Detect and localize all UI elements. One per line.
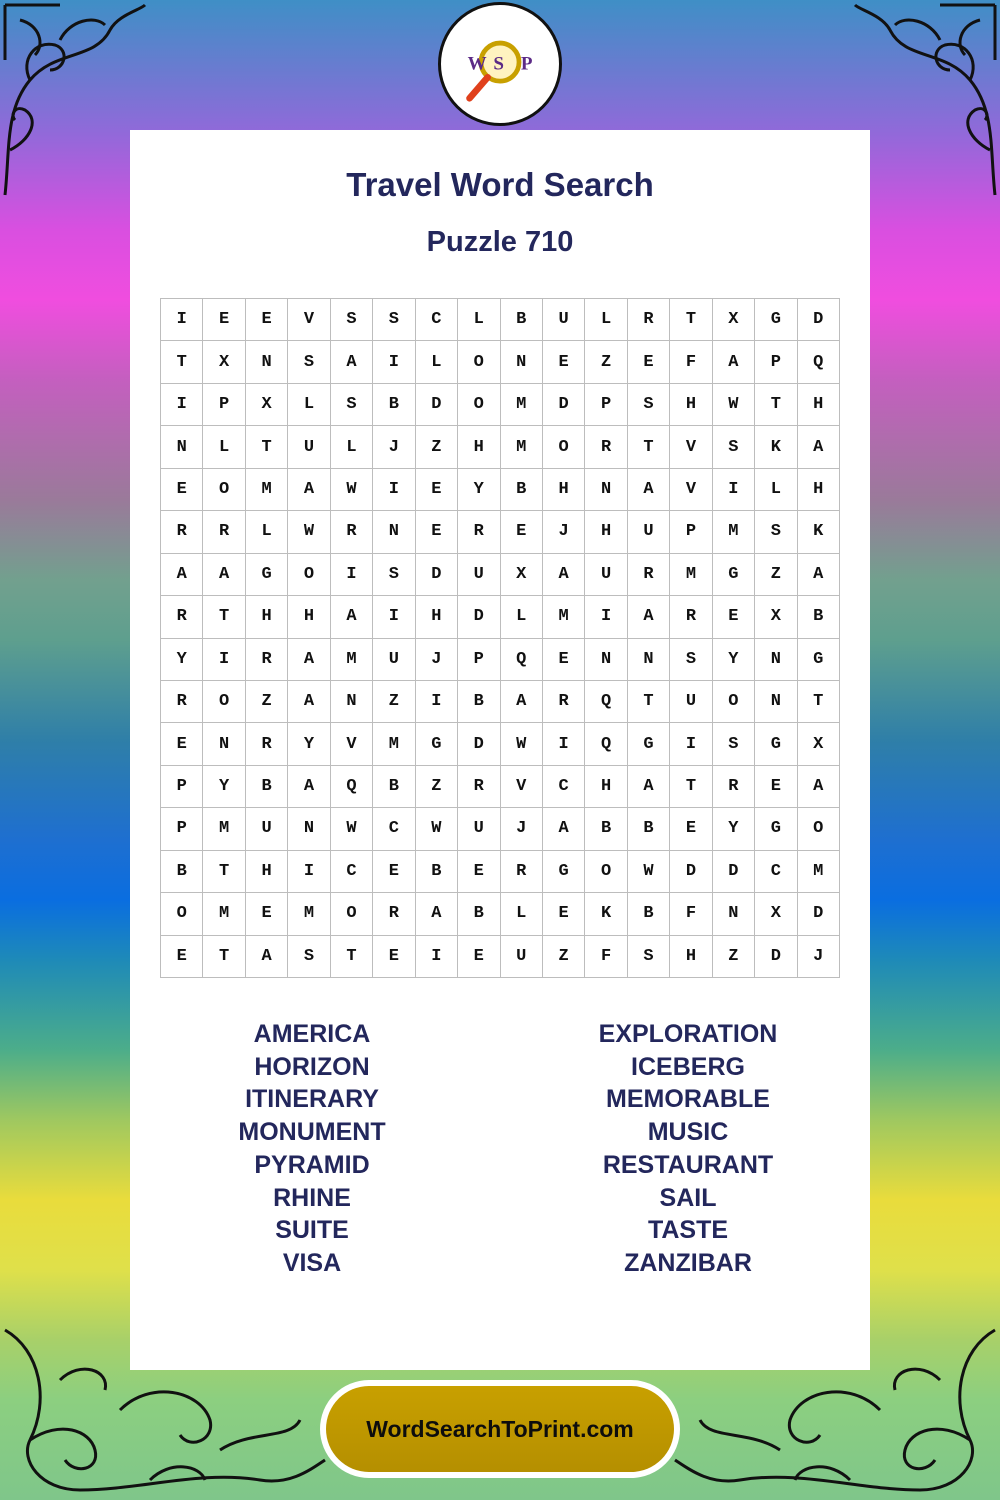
grid-cell[interactable]: D (670, 851, 712, 893)
ornament-bottom-right (670, 1320, 1000, 1500)
grid-cell[interactable]: A (543, 808, 585, 850)
grid-cell[interactable]: I (203, 639, 245, 681)
grid-cell[interactable]: H (543, 469, 585, 511)
grid-cell[interactable]: E (755, 766, 797, 808)
grid-cell[interactable]: R (331, 511, 373, 553)
grid-cell[interactable]: S (670, 639, 712, 681)
grid-cell[interactable]: E (246, 299, 288, 341)
grid-cell[interactable]: Z (713, 936, 755, 978)
grid-cell[interactable]: U (501, 936, 543, 978)
word-list-item: RHINE (273, 1183, 351, 1212)
word-list-item: RESTAURANT (602, 1150, 774, 1179)
grid-cell[interactable]: D (798, 893, 840, 935)
puzzle-number: Puzzle 710 (426, 226, 574, 258)
grid-cell[interactable]: U (585, 554, 627, 596)
grid-cell[interactable]: P (585, 384, 627, 426)
grid-cell[interactable]: A (713, 341, 755, 383)
grid-cell[interactable]: P (161, 808, 203, 850)
grid-cell[interactable]: A (628, 469, 670, 511)
grid-cell[interactable]: J (501, 808, 543, 850)
puzzle-card (130, 130, 870, 1370)
grid-cell[interactable]: S (628, 936, 670, 978)
word-list-item: SAIL (659, 1183, 717, 1212)
grid-cell[interactable]: U (373, 639, 415, 681)
grid-cell[interactable]: H (458, 426, 500, 468)
grid-cell[interactable]: M (543, 596, 585, 638)
grid-cell[interactable]: H (416, 596, 458, 638)
grid-cell[interactable]: Q (585, 723, 627, 765)
grid-cell[interactable]: H (246, 596, 288, 638)
grid-cell[interactable]: Q (585, 681, 627, 723)
grid-cell[interactable]: S (288, 936, 330, 978)
grid-cell[interactable]: S (373, 299, 415, 341)
grid-cell[interactable]: I (585, 596, 627, 638)
grid-cell[interactable]: O (458, 384, 500, 426)
grid-cell[interactable]: V (501, 766, 543, 808)
grid-cell[interactable]: C (373, 808, 415, 850)
letter-grid (160, 298, 840, 978)
grid-cell[interactable]: A (288, 766, 330, 808)
grid-cell[interactable]: S (373, 554, 415, 596)
grid-cell[interactable]: Y (713, 808, 755, 850)
grid-cell[interactable]: R (501, 851, 543, 893)
grid-cell[interactable]: I (543, 723, 585, 765)
word-list-item: SUITE (275, 1216, 349, 1245)
grid-cell[interactable]: O (585, 851, 627, 893)
grid-cell[interactable]: E (670, 808, 712, 850)
grid-cell[interactable]: Q (331, 766, 373, 808)
grid-cell[interactable]: A (628, 766, 670, 808)
grid-cell[interactable]: F (585, 936, 627, 978)
grid-cell[interactable]: S (331, 299, 373, 341)
grid-cell[interactable]: C (755, 851, 797, 893)
grid-cell[interactable]: B (458, 681, 500, 723)
grid-cell[interactable]: J (543, 511, 585, 553)
grid-cell[interactable]: H (585, 766, 627, 808)
word-list-item: MEMORABLE (606, 1085, 770, 1114)
grid-cell[interactable]: I (416, 681, 458, 723)
grid-cell[interactable]: U (246, 808, 288, 850)
grid-cell[interactable]: B (585, 808, 627, 850)
grid-cell[interactable]: V (331, 723, 373, 765)
grid-cell[interactable]: R (628, 554, 670, 596)
grid-cell[interactable]: N (203, 723, 245, 765)
grid-cell[interactable]: U (458, 554, 500, 596)
grid-cell[interactable]: X (501, 554, 543, 596)
grid-cell[interactable]: B (798, 596, 840, 638)
grid-cell[interactable]: D (458, 723, 500, 765)
footer-site-label: WordSearchToPrint.com (326, 1386, 674, 1472)
grid-cell[interactable]: A (203, 554, 245, 596)
grid-cell[interactable]: B (628, 893, 670, 935)
grid-cell[interactable]: Z (373, 681, 415, 723)
grid-cell[interactable]: G (798, 639, 840, 681)
grid-cell[interactable]: G (628, 723, 670, 765)
word-list-item: HORIZON (254, 1052, 370, 1081)
grid-cell[interactable]: I (670, 723, 712, 765)
logo-badge[interactable] (438, 2, 562, 126)
word-list-item: AMERICA (253, 1020, 371, 1048)
grid-cell[interactable]: A (288, 639, 330, 681)
grid-cell[interactable]: X (798, 723, 840, 765)
grid-cell[interactable]: V (288, 299, 330, 341)
grid-cell[interactable]: W (628, 851, 670, 893)
grid-cell[interactable]: E (203, 299, 245, 341)
grid-cell[interactable]: E (713, 596, 755, 638)
grid-cell[interactable]: Z (416, 766, 458, 808)
logo-letter-w: W (467, 53, 487, 75)
word-list-item: TASTE (647, 1216, 729, 1245)
grid-cell[interactable]: R (161, 511, 203, 553)
grid-cell[interactable]: B (161, 851, 203, 893)
grid-cell[interactable]: O (331, 893, 373, 935)
grid-cell[interactable]: T (755, 384, 797, 426)
grid-cell[interactable]: R (543, 681, 585, 723)
grid-cell[interactable]: L (288, 384, 330, 426)
grid-cell[interactable]: A (798, 766, 840, 808)
grid-cell[interactable]: N (628, 639, 670, 681)
grid-cell[interactable]: P (755, 341, 797, 383)
grid-cell[interactable]: N (585, 639, 627, 681)
grid-cell[interactable]: B (416, 851, 458, 893)
grid-cell[interactable]: W (331, 808, 373, 850)
grid-cell[interactable]: M (203, 893, 245, 935)
grid-cell[interactable]: M (331, 639, 373, 681)
grid-cell[interactable]: A (798, 426, 840, 468)
grid-cell[interactable]: T (203, 936, 245, 978)
grid-cell[interactable]: L (585, 299, 627, 341)
grid-cell[interactable]: I (373, 341, 415, 383)
grid-cell[interactable]: A (416, 893, 458, 935)
grid-cell[interactable]: W (713, 384, 755, 426)
grid-cell[interactable]: M (288, 893, 330, 935)
word-list-item: MONUMENT (238, 1118, 386, 1147)
grid-cell[interactable]: T (628, 426, 670, 468)
grid-cell[interactable]: N (755, 639, 797, 681)
grid-cell[interactable]: G (543, 851, 585, 893)
grid-cell[interactable]: O (543, 426, 585, 468)
word-list-right (538, 1018, 838, 1280)
grid-cell[interactable]: T (203, 851, 245, 893)
grid-cell[interactable]: M (246, 469, 288, 511)
grid-cell[interactable]: Y (203, 766, 245, 808)
grid-cell[interactable]: V (670, 426, 712, 468)
grid-cell[interactable]: A (288, 681, 330, 723)
grid-cell[interactable]: J (373, 426, 415, 468)
grid-cell[interactable]: G (755, 299, 797, 341)
grid-cell[interactable]: D (416, 554, 458, 596)
grid-cell[interactable]: E (543, 893, 585, 935)
grid-cell[interactable]: R (585, 426, 627, 468)
grid-cell[interactable]: O (203, 681, 245, 723)
grid-cell[interactable]: B (246, 766, 288, 808)
grid-cell[interactable]: K (585, 893, 627, 935)
grid-cell[interactable]: P (670, 511, 712, 553)
grid-cell[interactable]: U (458, 808, 500, 850)
grid-cell[interactable]: R (161, 681, 203, 723)
grid-cell[interactable]: A (161, 554, 203, 596)
grid-cell[interactable]: I (416, 936, 458, 978)
grid-cell[interactable]: V (670, 469, 712, 511)
grid-cell[interactable]: N (288, 808, 330, 850)
grid-cell[interactable]: T (670, 766, 712, 808)
grid-cell[interactable]: S (755, 511, 797, 553)
grid-cell[interactable]: I (373, 596, 415, 638)
grid-cell[interactable]: D (543, 384, 585, 426)
grid-cell[interactable]: D (713, 851, 755, 893)
grid-cell[interactable]: J (416, 639, 458, 681)
grid-cell[interactable]: M (501, 384, 543, 426)
ornament-top-left (0, 0, 150, 200)
grid-cell[interactable]: Z (755, 554, 797, 596)
grid-cell[interactable]: K (755, 426, 797, 468)
grid-cell[interactable]: A (543, 554, 585, 596)
grid-cell[interactable]: H (798, 469, 840, 511)
grid-cell[interactable]: C (543, 766, 585, 808)
grid-cell[interactable]: E (373, 851, 415, 893)
grid-cell[interactable]: I (161, 384, 203, 426)
grid-cell[interactable]: E (458, 851, 500, 893)
grid-cell[interactable]: S (288, 341, 330, 383)
grid-cell[interactable]: T (628, 681, 670, 723)
grid-cell[interactable]: H (798, 384, 840, 426)
grid-cell[interactable]: U (543, 299, 585, 341)
grid-cell[interactable]: L (501, 596, 543, 638)
grid-cell[interactable]: E (373, 936, 415, 978)
grid-cell[interactable]: B (501, 299, 543, 341)
grid-cell[interactable]: S (713, 426, 755, 468)
grid-cell[interactable]: Y (288, 723, 330, 765)
grid-cell[interactable]: H (670, 936, 712, 978)
grid-cell[interactable]: B (501, 469, 543, 511)
grid-cell[interactable]: N (373, 511, 415, 553)
grid-cell[interactable]: Y (161, 639, 203, 681)
grid-cell[interactable]: R (458, 766, 500, 808)
grid-cell[interactable]: D (755, 936, 797, 978)
grid-cell[interactable]: W (331, 469, 373, 511)
grid-cell[interactable]: E (416, 511, 458, 553)
grid-cell[interactable]: O (161, 893, 203, 935)
grid-cell[interactable]: E (543, 341, 585, 383)
grid-cell[interactable]: A (331, 596, 373, 638)
word-list-item: VISA (282, 1248, 342, 1277)
grid-cell[interactable]: I (161, 299, 203, 341)
grid-cell[interactable]: N (246, 341, 288, 383)
grid-cell[interactable]: Z (246, 681, 288, 723)
grid-cell[interactable]: X (203, 341, 245, 383)
logo-letter-s: S (493, 53, 504, 75)
grid-cell[interactable]: M (373, 723, 415, 765)
grid-cell[interactable]: L (501, 893, 543, 935)
grid-cell[interactable]: X (755, 893, 797, 935)
grid-cell[interactable]: D (416, 384, 458, 426)
grid-cell[interactable]: M (501, 426, 543, 468)
grid-cell[interactable]: E (161, 936, 203, 978)
grid-cell[interactable]: E (161, 469, 203, 511)
grid-cell[interactable]: A (288, 469, 330, 511)
grid-cell[interactable]: M (798, 851, 840, 893)
grid-cell[interactable]: L (331, 426, 373, 468)
grid-cell[interactable]: T (161, 341, 203, 383)
grid-cell[interactable]: X (713, 299, 755, 341)
grid-cell[interactable]: I (331, 554, 373, 596)
grid-cell[interactable]: B (628, 808, 670, 850)
grid-cell[interactable]: E (501, 511, 543, 553)
grid-cell[interactable]: L (458, 299, 500, 341)
word-list-left (162, 1018, 462, 1280)
grid-cell[interactable]: S (628, 384, 670, 426)
grid-cell[interactable]: H (288, 596, 330, 638)
grid-cell[interactable]: N (161, 426, 203, 468)
grid-cell[interactable]: O (203, 469, 245, 511)
grid-cell[interactable]: O (798, 808, 840, 850)
grid-cell[interactable]: D (458, 596, 500, 638)
grid-cell[interactable]: N (331, 681, 373, 723)
grid-cell[interactable]: R (203, 511, 245, 553)
grid-cell[interactable]: I (713, 469, 755, 511)
grid-cell[interactable]: X (246, 384, 288, 426)
grid-cell[interactable]: E (246, 893, 288, 935)
grid-cell[interactable]: R (670, 596, 712, 638)
grid-cell[interactable]: N (501, 341, 543, 383)
grid-cell[interactable]: F (670, 341, 712, 383)
grid-cell[interactable]: N (585, 469, 627, 511)
grid-cell[interactable]: H (670, 384, 712, 426)
grid-cell[interactable]: R (373, 893, 415, 935)
word-list-item: MUSIC (647, 1118, 729, 1147)
grid-cell[interactable]: G (416, 723, 458, 765)
grid-cell[interactable]: X (755, 596, 797, 638)
grid-cell[interactable]: L (246, 511, 288, 553)
grid-cell[interactable]: S (331, 384, 373, 426)
grid-cell[interactable]: O (458, 341, 500, 383)
grid-cell[interactable]: O (713, 681, 755, 723)
grid-cell[interactable]: G (713, 554, 755, 596)
grid-cell[interactable]: E (416, 469, 458, 511)
grid-cell[interactable]: Q (501, 639, 543, 681)
ornament-bottom-left (0, 1320, 330, 1500)
grid-cell[interactable]: D (798, 299, 840, 341)
grid-cell[interactable]: I (288, 851, 330, 893)
grid-cell[interactable]: G (246, 554, 288, 596)
grid-cell[interactable]: E (458, 936, 500, 978)
grid-cell[interactable]: J (798, 936, 840, 978)
grid-cell[interactable]: G (755, 808, 797, 850)
grid-cell[interactable]: C (331, 851, 373, 893)
grid-cell[interactable]: N (713, 893, 755, 935)
grid-cell[interactable]: W (501, 723, 543, 765)
grid-cell[interactable]: B (458, 893, 500, 935)
ornament-top-right (850, 0, 1000, 200)
grid-cell[interactable]: H (246, 851, 288, 893)
word-list-item: PYRAMID (254, 1150, 370, 1179)
grid-cell[interactable]: Z (416, 426, 458, 468)
grid-cell[interactable]: R (246, 639, 288, 681)
grid-cell[interactable]: C (416, 299, 458, 341)
word-list-item: ZANZIBAR (624, 1248, 752, 1277)
word-list-item: ICEBERG (631, 1052, 745, 1081)
footer-site-link[interactable] (320, 1380, 680, 1478)
grid-cell[interactable]: U (288, 426, 330, 468)
grid-cell[interactable]: R (161, 596, 203, 638)
page-title: Travel Word Search (346, 166, 654, 203)
grid-cell[interactable]: P (458, 639, 500, 681)
grid-cell[interactable]: Y (713, 639, 755, 681)
grid-cell[interactable]: E (628, 341, 670, 383)
grid-cell[interactable]: E (543, 639, 585, 681)
grid-cell[interactable]: B (373, 766, 415, 808)
word-list-item: ITINERARY (245, 1085, 379, 1114)
grid-cell[interactable]: A (501, 681, 543, 723)
grid-cell[interactable]: W (416, 808, 458, 850)
grid-cell[interactable]: P (161, 766, 203, 808)
grid-cell[interactable]: T (246, 426, 288, 468)
grid-cell[interactable]: H (585, 511, 627, 553)
grid-cell[interactable]: B (373, 384, 415, 426)
grid-cell[interactable]: E (161, 723, 203, 765)
grid-cell[interactable]: Z (585, 341, 627, 383)
grid-cell[interactable]: U (628, 511, 670, 553)
grid-cell[interactable]: F (670, 893, 712, 935)
grid-cell[interactable]: K (798, 511, 840, 553)
grid-cell[interactable]: Z (543, 936, 585, 978)
grid-cell[interactable]: N (755, 681, 797, 723)
grid-cell[interactable]: A (628, 596, 670, 638)
grid-cell[interactable]: M (713, 511, 755, 553)
word-list-item: EXPLORATION (598, 1020, 778, 1048)
grid-cell[interactable]: Y (458, 469, 500, 511)
grid-cell[interactable]: R (246, 723, 288, 765)
grid-cell[interactable]: P (203, 384, 245, 426)
grid-cell[interactable]: T (203, 596, 245, 638)
grid-cell[interactable]: W (288, 511, 330, 553)
grid-cell[interactable]: Q (798, 341, 840, 383)
grid-cell[interactable]: A (246, 936, 288, 978)
grid-cell[interactable]: R (713, 766, 755, 808)
grid-cell[interactable]: S (713, 723, 755, 765)
grid-cell[interactable]: G (755, 723, 797, 765)
grid-cell[interactable]: L (416, 341, 458, 383)
grid-cell[interactable]: A (331, 341, 373, 383)
grid-cell[interactable]: T (798, 681, 840, 723)
grid-cell[interactable]: T (331, 936, 373, 978)
grid-cell[interactable]: A (798, 554, 840, 596)
grid-cell[interactable]: L (755, 469, 797, 511)
grid-cell[interactable]: M (670, 554, 712, 596)
grid-cell[interactable]: M (203, 808, 245, 850)
grid-cell[interactable]: U (670, 681, 712, 723)
grid-cell[interactable]: L (203, 426, 245, 468)
logo-letter-p: P (520, 53, 533, 75)
grid-cell[interactable]: R (458, 511, 500, 553)
grid-cell[interactable]: R (628, 299, 670, 341)
grid-cell[interactable]: O (288, 554, 330, 596)
grid-cell[interactable]: T (670, 299, 712, 341)
grid-cell[interactable]: I (373, 469, 415, 511)
